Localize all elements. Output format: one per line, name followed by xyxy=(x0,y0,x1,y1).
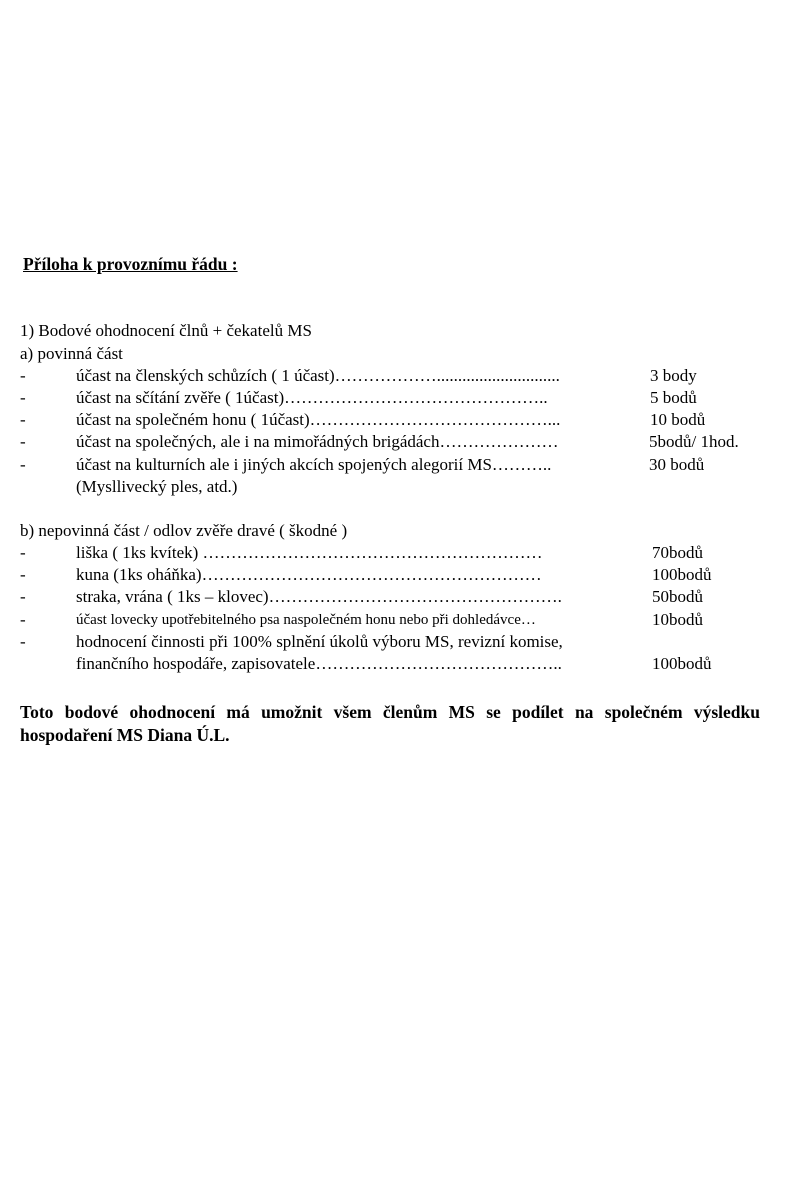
page-heading: Příloha k provoznímu řádu : xyxy=(23,254,238,274)
list-item-text: kuna (1ks oháňka)…………………………………………………… xyxy=(76,565,542,584)
list-dash: - xyxy=(20,587,26,606)
list-item xyxy=(20,387,780,409)
list-item-points: 5 bodů xyxy=(650,388,697,407)
list-item-text: účast na sčítání zvěře ( 1účast)……………………………………….. xyxy=(76,388,548,407)
list-item-text: účast lovecky upotřebitelného psa naspolečném honu nebo při dohledávce… xyxy=(76,612,536,628)
list-dash: - xyxy=(20,366,26,385)
list-item xyxy=(20,409,780,431)
list-dash: - xyxy=(20,610,26,629)
list-item-continuation: (Mysllivecký ples, atd.) xyxy=(76,477,238,496)
list-dash: - xyxy=(20,410,26,429)
list-item xyxy=(20,365,780,387)
list-item xyxy=(20,586,780,608)
list-dash: - xyxy=(20,565,26,584)
list-dash: - xyxy=(20,455,26,474)
list-item-continuation xyxy=(20,653,780,675)
part-b-title: b) nepovinná část / odlov zvěře dravé ( škodné ) xyxy=(20,521,348,540)
list-item-text: účast na členských schůzích ( 1 účast)………………............................. xyxy=(76,366,560,385)
list-item xyxy=(20,431,780,453)
section-1-title: 1) Bodové ohodnocení člnů + čekatelů MS xyxy=(20,321,312,340)
list-dash: - xyxy=(20,432,26,451)
part-a-title: a) povinná část xyxy=(20,344,123,363)
list-item-points: 3 body xyxy=(650,366,697,385)
list-item-points: 10bodů xyxy=(652,610,703,629)
list-item-points: 70bodů xyxy=(652,543,703,562)
list-item-points: 5bodů/ 1hod. xyxy=(649,432,739,451)
list-item xyxy=(20,564,780,586)
list-item-points: 50bodů xyxy=(652,587,703,606)
list-item-points: 100bodů xyxy=(652,565,712,584)
list-item-text: účast na společném honu ( 1účast)……………………………………... xyxy=(76,410,561,429)
list-item-points: 30 bodů xyxy=(649,455,705,474)
list-item-text: hodnocení činnosti při 100% splnění úkolů výboru MS, revizní komise, xyxy=(76,632,563,651)
list-item-text: straka, vrána ( 1ks – klovec)……………………………………………. xyxy=(76,587,562,606)
list-item xyxy=(20,542,780,564)
list-dash: - xyxy=(20,632,26,651)
list-item-text: finančního hospodáře, zapisovatele…………………………………….. xyxy=(76,654,562,673)
conclusion-paragraph: Toto bodové ohodnocení má umožnit všem členům MS se podílet na společném výsledku hospodaření MS Diana Ú.L. xyxy=(20,702,760,745)
list-item-points: 100bodů xyxy=(652,654,712,673)
list-item xyxy=(20,631,780,653)
list-dash: - xyxy=(20,543,26,562)
list-dash: - xyxy=(20,388,26,407)
list-item-points: 10 bodů xyxy=(650,410,706,429)
list-item xyxy=(20,609,780,631)
list-item-text: účast na společných, ale i na mimořádných brigádách………………… xyxy=(76,432,559,451)
list-item-text: účast na kulturních ale i jiných akcích spojených alegorií MS……….. xyxy=(76,455,552,474)
list-item-text: liška ( 1ks kvítek) …………………………………………………… xyxy=(76,543,543,562)
list-item xyxy=(20,454,780,476)
